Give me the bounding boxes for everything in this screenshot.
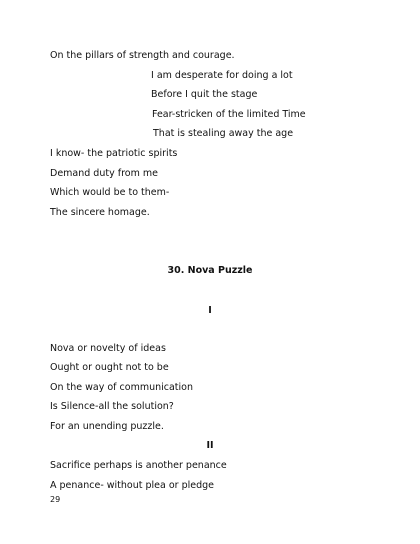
poem-line: The sincere homage. (50, 207, 150, 218)
poem-line: Sacrifice perhaps is another penance (50, 460, 227, 471)
poem-line: Which would be to them- (50, 187, 170, 198)
page-number: 29 (50, 495, 61, 504)
poem-line: A penance- without plea or pledge (50, 480, 215, 491)
poem-title: 30. Nova Puzzle (167, 265, 253, 276)
poem-line: For an unending puzzle. (50, 421, 164, 432)
poem-line: On the pillars of strength and courage. (50, 50, 235, 61)
poem-line: That is stealing away the age (153, 128, 294, 139)
poem-line: Nova or novelty of ideas (50, 343, 166, 354)
section-heading: I (208, 305, 212, 316)
poem-line: On the way of communication (50, 382, 194, 393)
poem-line: Is Silence-all the solution? (50, 401, 174, 412)
poem-line: I am desperate for doing a lot (151, 70, 293, 81)
poem-line: Fear-stricken of the limited Time (152, 109, 306, 120)
poem-line: Ought or ought not to be (50, 362, 169, 373)
poem-line: I know- the patriotic spirits (50, 148, 178, 159)
poem-line: Before I quit the stage (151, 89, 258, 100)
section-heading: II (206, 440, 214, 451)
poem-line: Demand duty from me (50, 168, 158, 179)
